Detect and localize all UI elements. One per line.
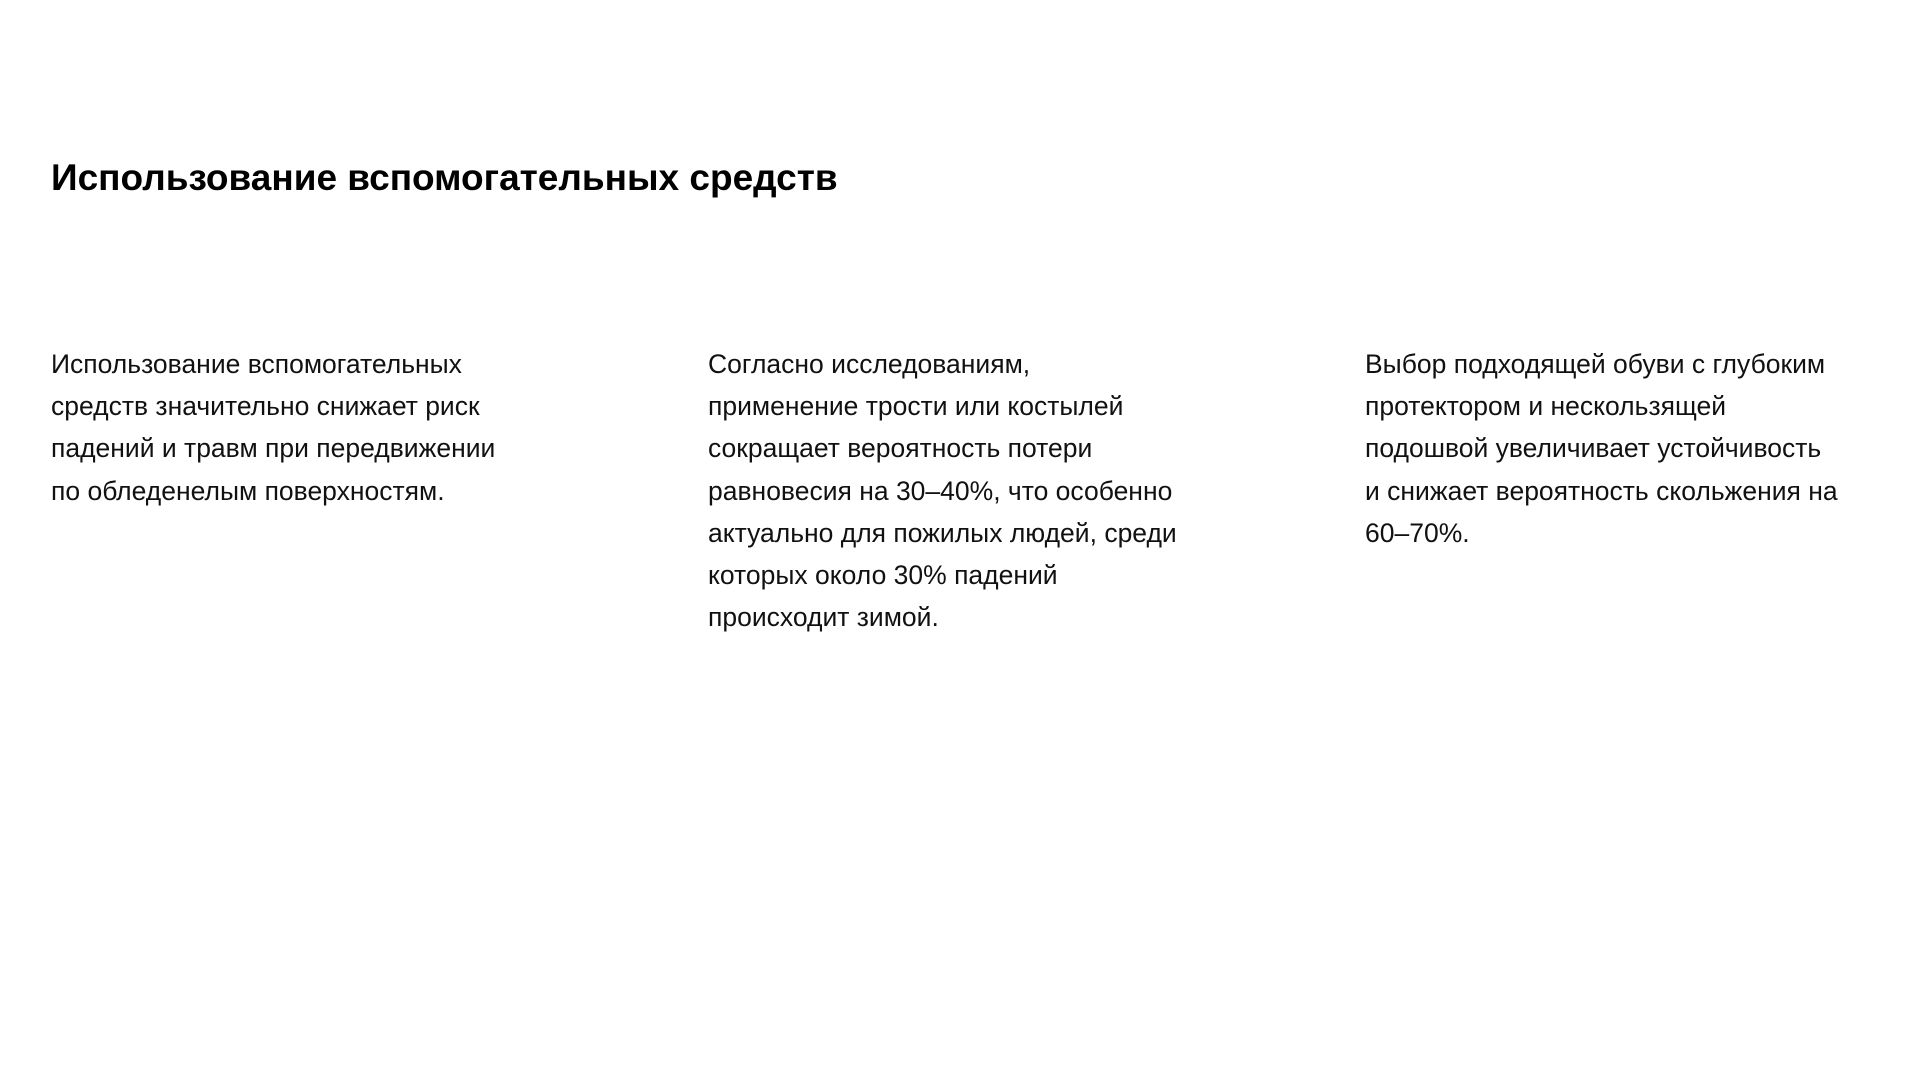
- text-line: актуально для пожилых людей, среди: [708, 517, 1177, 548]
- text-line: Выбор подходящей обуви с глубоким: [1365, 349, 1826, 379]
- text-line: равновесия на 30–40%, что особенно: [708, 475, 1173, 506]
- text-column-2: [708, 343, 1248, 638]
- text-line: падений и травм при передвижении: [51, 433, 496, 464]
- text-line: которых около 30% падений: [708, 560, 1058, 591]
- text-line: средств значительно снижает риск: [51, 391, 480, 422]
- text-line: Согласно исследованиям,: [708, 349, 1031, 379]
- slide-title: Использование вспомогательных средств: [51, 157, 838, 198]
- text-line: происходит зимой.: [708, 602, 939, 633]
- text-line: Использование вспомогательных: [51, 349, 462, 379]
- text-line: и снижает вероятность скольжения на: [1365, 475, 1838, 506]
- text-line: по обледенелым поверхностям.: [51, 475, 445, 506]
- text-column-3: [1365, 343, 1905, 554]
- text-line: протектором и нескользящей: [1365, 391, 1726, 422]
- text-line: сокращает вероятность потери: [708, 433, 1093, 464]
- text-line: подошвой увеличивает устойчивость: [1365, 433, 1822, 464]
- text-line: 60–70%.: [1365, 517, 1470, 548]
- text-column-1: [51, 343, 591, 512]
- text-line: применение трости или костылей: [708, 391, 1124, 422]
